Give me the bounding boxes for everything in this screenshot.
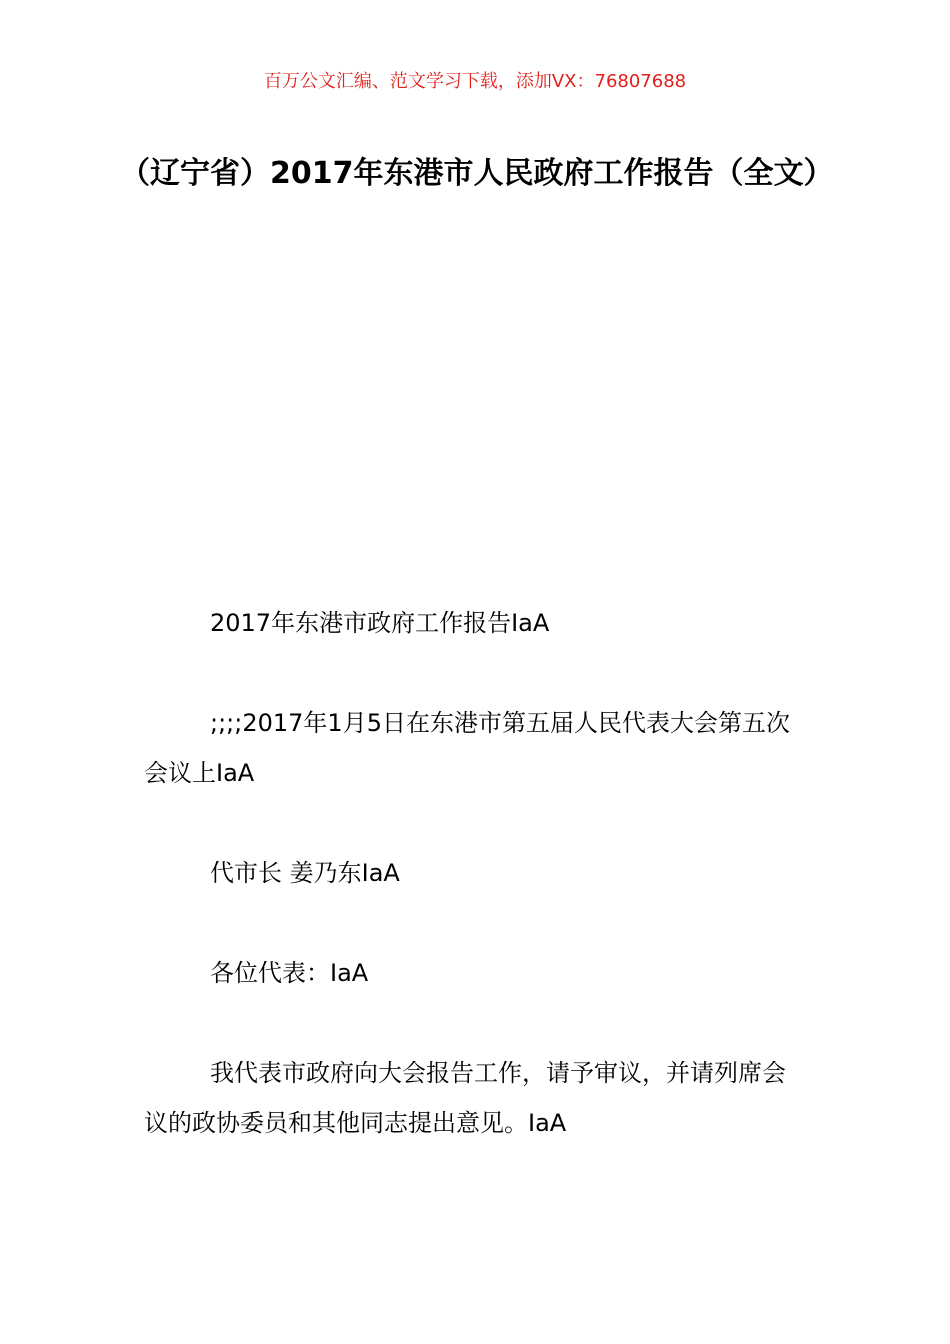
document-title: （辽宁省）2017年东港市人民政府工作报告（全文） <box>120 156 834 191</box>
paragraph-meeting-date: ;;;;2017年1月5日在东港市第五届人民代表大会第五次会议上IaA <box>144 709 790 787</box>
paragraph-salutation: 各位代表：IaA <box>210 959 369 987</box>
header-note: 百万公文汇编、范文学习下载，添加VX：76807688 <box>263 71 687 92</box>
paragraph-speaker: 代市长 姜乃东IaA <box>210 859 400 887</box>
paragraph-report-heading: 2017年东港市政府工作报告IaA <box>210 609 550 637</box>
paragraph-opening: 我代表市政府向大会报告工作，请予审议，并请列席会议的政协委员和其他同志提出意见。IaA <box>144 1059 786 1137</box>
